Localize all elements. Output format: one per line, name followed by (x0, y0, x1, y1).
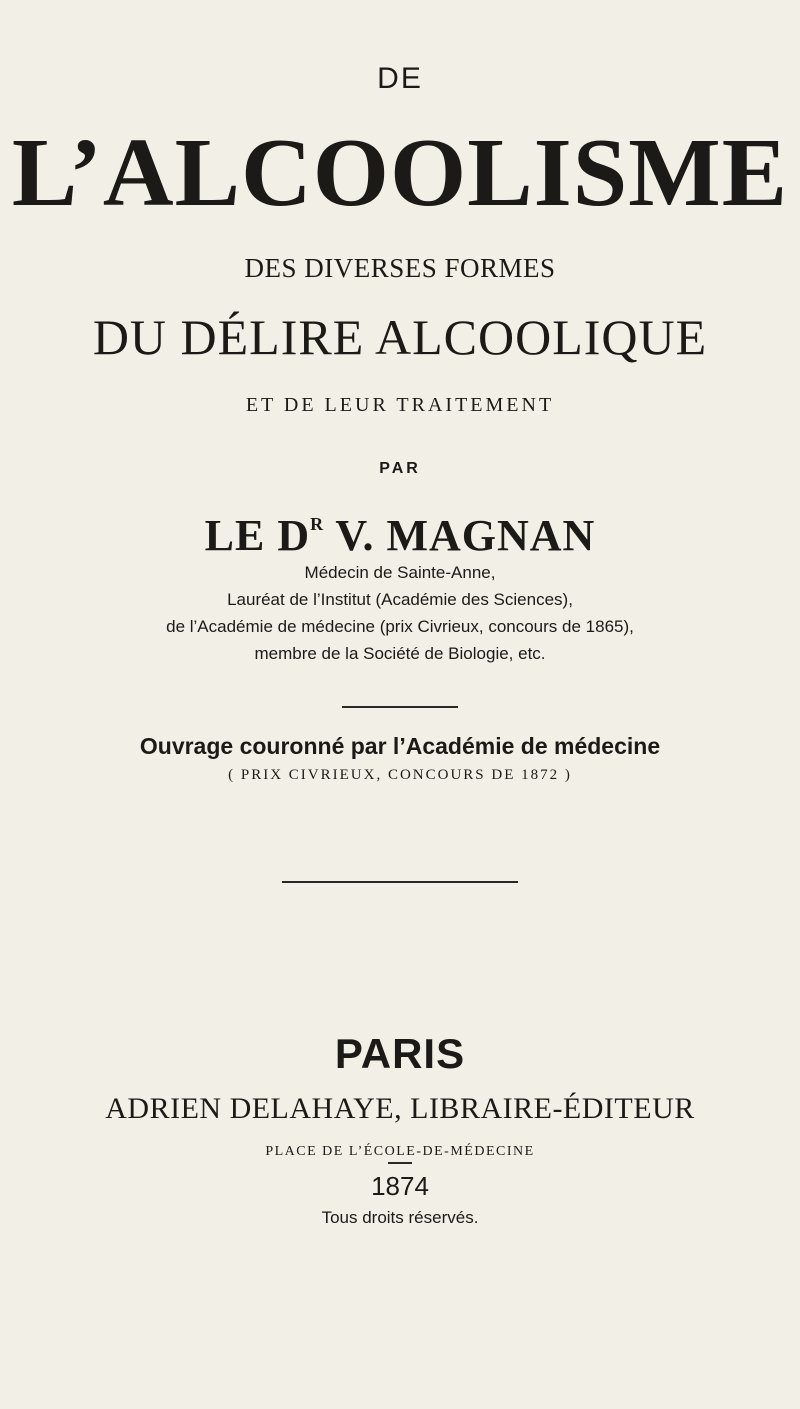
publisher: ADRIEN DELAHAYE, LIBRAIRE-ÉDITEUR (105, 1092, 695, 1125)
title-prefix: DE (377, 62, 423, 95)
credential-line: de l’Académie de médecine (prix Civrieux, concours de 1865), (166, 617, 634, 636)
subtitle-line-1: DES DIVERSES FORMES (244, 253, 556, 283)
author-surname: V. MAGNAN (324, 511, 596, 560)
main-title: L’ALCOOLISME (11, 119, 789, 227)
award-statement: Ouvrage couronné par l’Académie de médecine (139, 733, 661, 759)
subtitle-line-3: ET DE LEUR TRAITEMENT (245, 394, 555, 416)
author-title-superscript: R (310, 514, 325, 534)
author-prefix: LE D (204, 511, 311, 560)
author-name (0, 510, 800, 561)
credential-line: Médecin de Sainte-Anne, (304, 563, 496, 582)
rights-notice: Tous droits réservés. (321, 1208, 479, 1227)
divider-rule (388, 1162, 412, 1164)
publication-city: PARIS (334, 1030, 466, 1077)
publisher-address: PLACE DE L’ÉCOLE-DE-MÉDECINE (265, 1144, 535, 1159)
divider-rule (282, 881, 518, 883)
credential-line: membre de la Société de Biologie, etc. (254, 644, 546, 663)
publication-year: 1874 (371, 1171, 429, 1201)
credential-line: Lauréat de l’Institut (Académie des Sciences), (227, 590, 573, 609)
award-detail: ( PRIX CIVRIEUX, CONCOURS DE 1872 ) (228, 767, 572, 783)
divider-rule (342, 706, 458, 708)
by-label: PAR (379, 460, 421, 477)
subtitle-line-2: DU DÉLIRE ALCOOLIQUE (92, 309, 708, 365)
